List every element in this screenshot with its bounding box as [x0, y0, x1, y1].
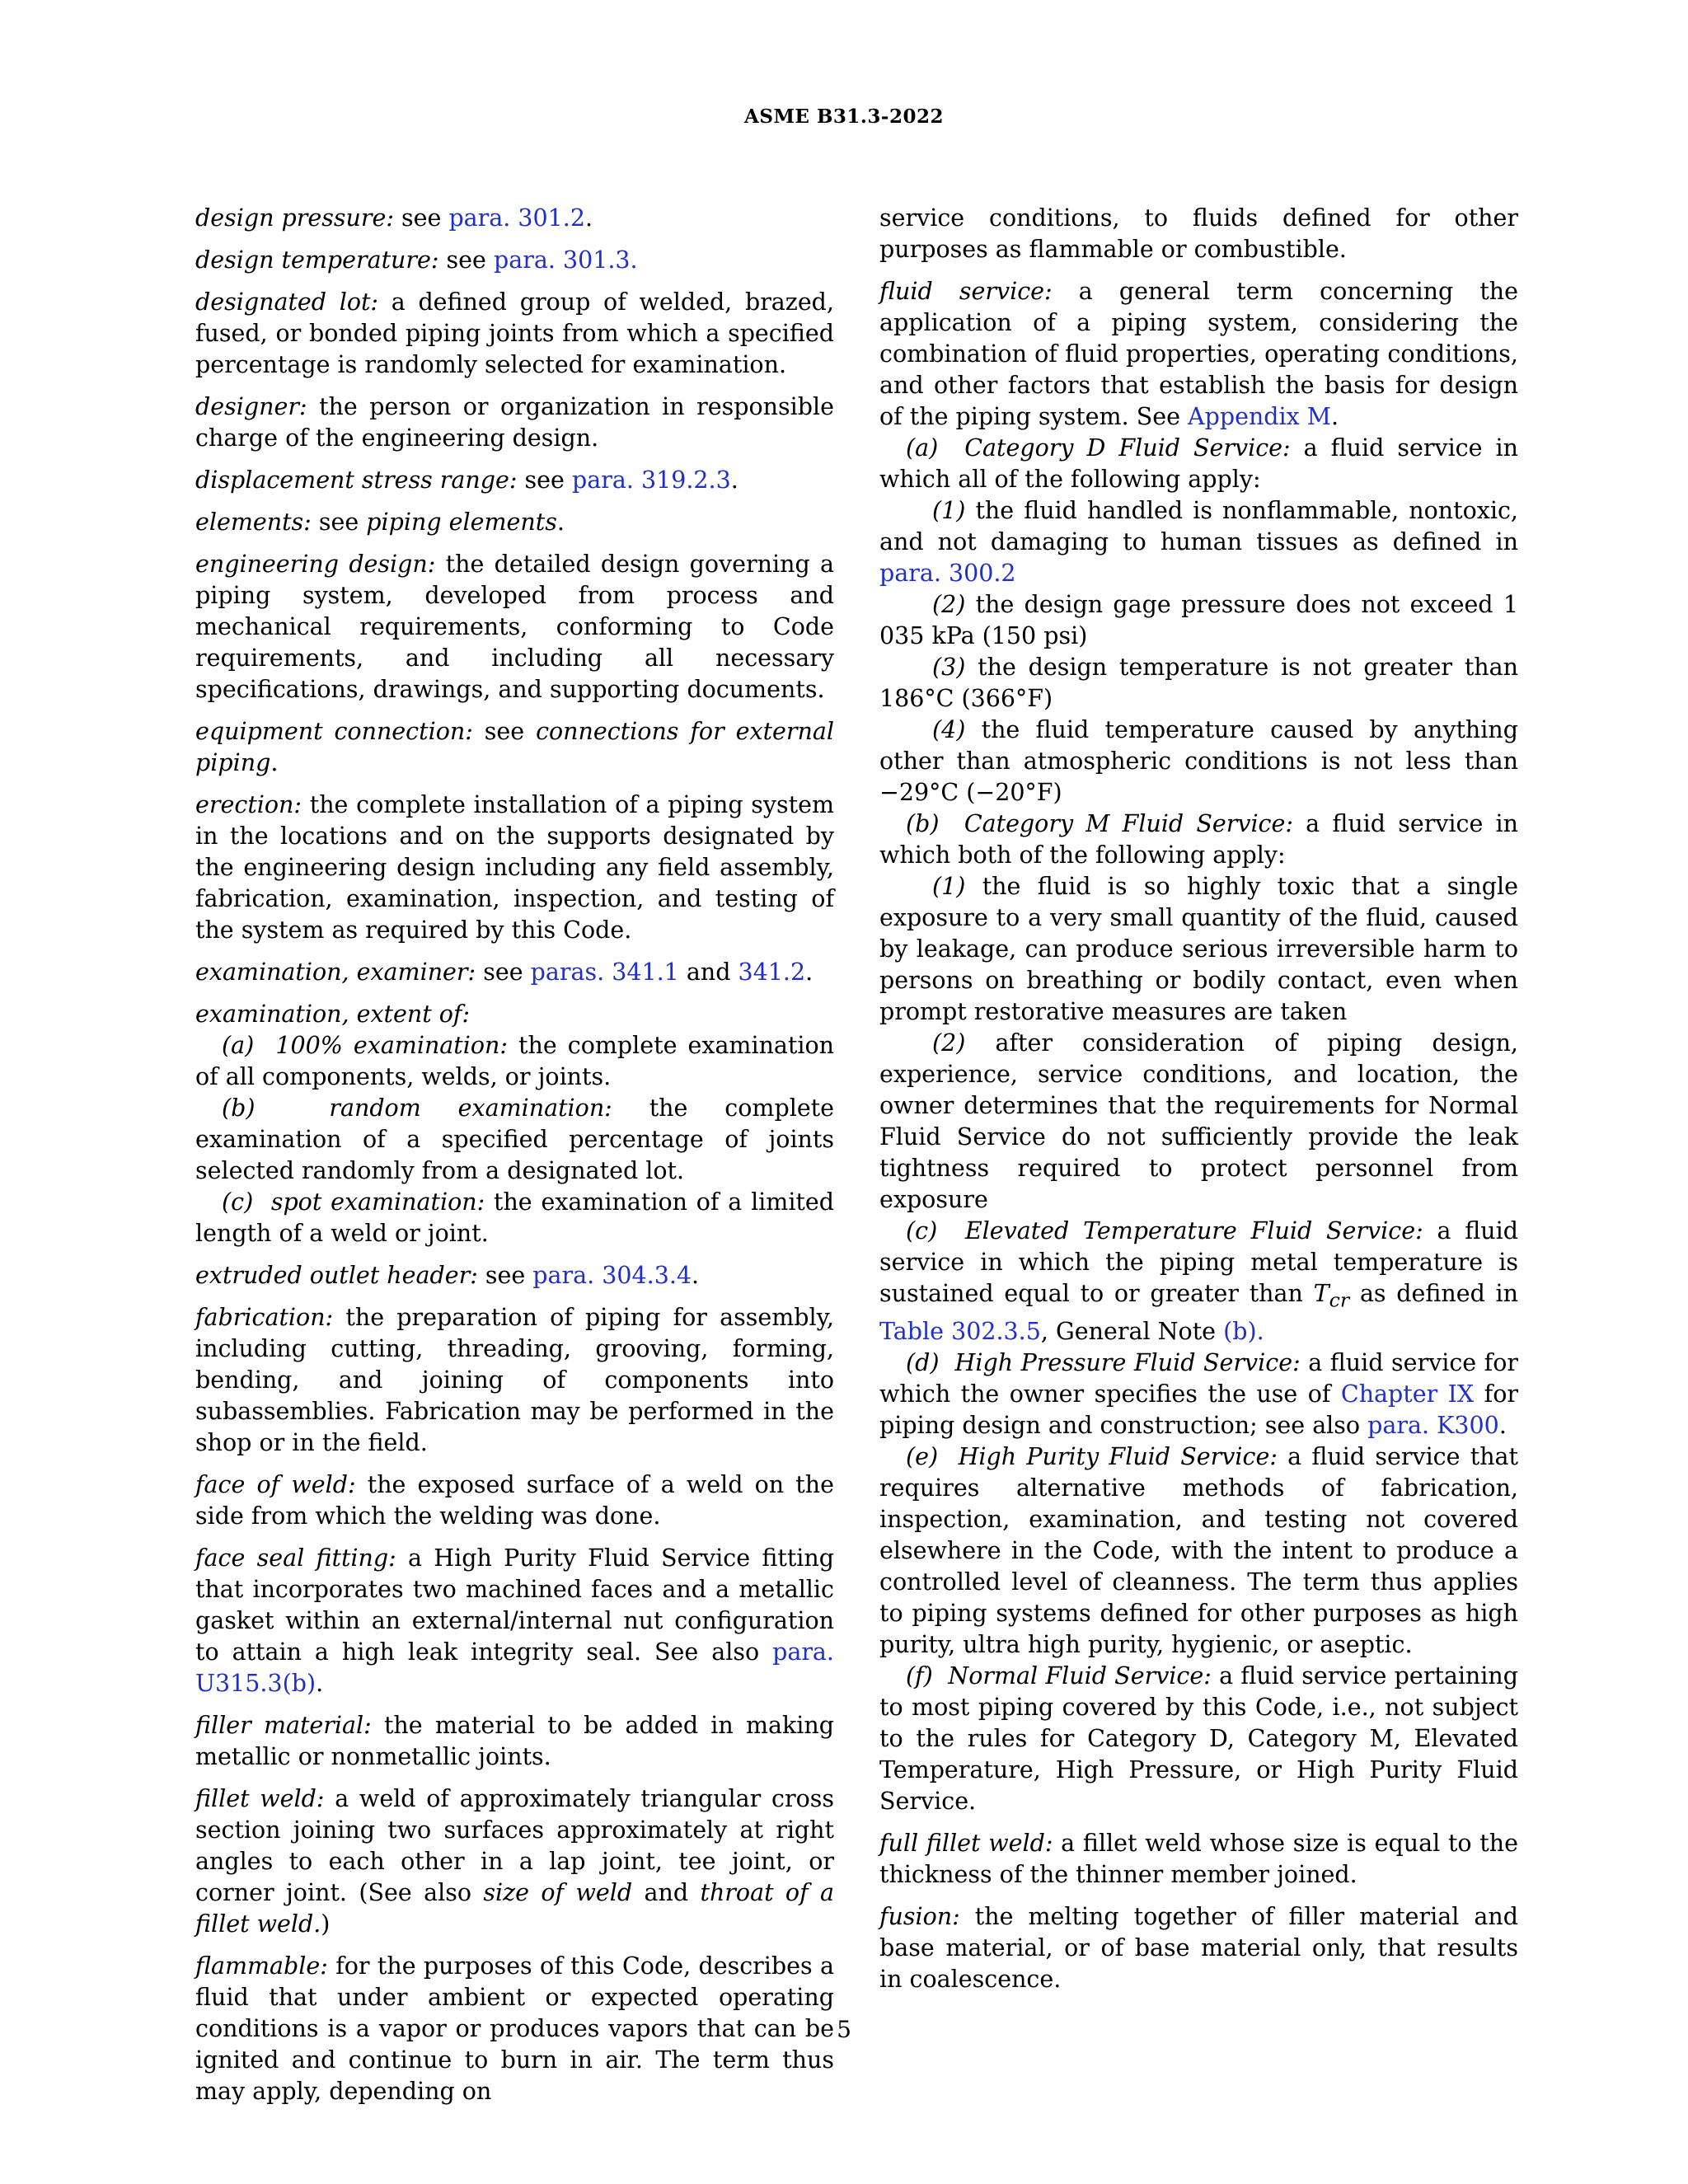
text: and [632, 1879, 701, 1906]
sub-a-1 [879, 495, 1518, 589]
label: (4) [932, 716, 966, 743]
term: design pressure: [195, 204, 394, 232]
text: the fluid temperature caused by anything other than atmospheric conditions is not less than −29°C (−20°F) [879, 716, 1518, 806]
text: the examination of a limited length of a weld or joint. [195, 1188, 834, 1247]
term: designer: [195, 393, 307, 420]
term: 100% examination: [275, 1032, 508, 1059]
entry-face-of-weld [195, 1469, 834, 1532]
text: as defined in [1349, 1280, 1518, 1307]
text: for the purposes of this Code, describes a fluid that under ambient or expected operating conditions is a vapor or produces vapors that can be ignited and continue to burn in air. The term thus may apply, depending on [195, 1952, 834, 2105]
link-appendix-m[interactable]: Appendix M [1188, 403, 1331, 430]
entry-displacement-stress-range [195, 465, 834, 496]
entry-design-temperature [195, 245, 834, 276]
entry-flammable-continued: service conditions, to fluids defined for other purposes as flammable or combustible. [879, 204, 1518, 263]
sub-e-high-purity [879, 1441, 1518, 1661]
text: after consideration of piping design, experience, service conditions, and location, the owner determines that the requirements for Normal Fluid Service do not sufficiently provide the leak tightness required to protect personnel from exposure [879, 1029, 1518, 1213]
text: a fluid service in which both of the following apply: [879, 810, 1518, 869]
sub-b-1 [879, 871, 1518, 1028]
entry-design-pressure [195, 203, 834, 234]
text: see [311, 509, 367, 536]
text: . [270, 749, 279, 776]
sub-a-category-d [879, 433, 1518, 495]
link-para-304-3-4[interactable]: para. 304.3.4 [532, 1262, 692, 1289]
entry-designated-lot [195, 287, 834, 381]
term: fillet weld: [195, 1785, 325, 1812]
sub-f-normal [879, 1661, 1518, 1817]
term-ref: piping elements [366, 509, 557, 536]
text: . [585, 204, 593, 232]
term: High Purity Fluid Service: [958, 1442, 1278, 1470]
sub-a-3 [879, 652, 1518, 715]
sub-d-high-pressure [879, 1347, 1518, 1441]
text: . [692, 1262, 700, 1289]
entry-fillet-weld [195, 1783, 834, 1940]
term: designated lot: [195, 288, 379, 316]
term: extruded outlet header: [195, 1262, 478, 1289]
label: (b) [906, 810, 940, 837]
link-para-300-2[interactable]: para. 300.2 [879, 560, 1016, 587]
sub-a-2 [879, 589, 1518, 652]
text: see [517, 466, 572, 494]
text: the person or organization in responsible charge of the engineering design. [195, 393, 834, 452]
entry-full-fillet-weld [879, 1828, 1518, 1891]
text: the detailed design governing a piping system, developed from process and mechanical requirements, conforming to Code requirements, and including all necessary specifications, drawings, and supporting documents. [195, 551, 834, 703]
entry-erection [195, 790, 834, 946]
term: spot examination: [270, 1188, 485, 1216]
term: Category M Fluid Service: [964, 810, 1293, 837]
link-table-302-3-5[interactable]: Table 302.3.5 [879, 1317, 1041, 1345]
entry-equipment-connection [195, 716, 834, 779]
sub-b [195, 1093, 834, 1187]
entry-extruded-outlet-header [195, 1260, 834, 1291]
label: (c) [222, 1188, 254, 1216]
text: a fluid service in which the piping metal temperature is sustained equal to or greater than [879, 1217, 1519, 1307]
text: the fluid is so highly toxic that a single exposure to a very small quantity of the fluid, caused by leakage, can produce serious irreversible harm to persons on breathing or bodily contact, even when prompt restorative measures are taken [879, 873, 1518, 1025]
label: (d) [906, 1348, 940, 1376]
text: . [316, 1670, 324, 1697]
term: displacement stress range: [195, 466, 518, 494]
term: flammable: [195, 1952, 328, 1980]
text: see [393, 204, 449, 232]
link-para-319-2-3[interactable]: para. 319.2.3 [571, 466, 731, 494]
entry-examination-extent [195, 999, 834, 1249]
text: ) [321, 1910, 331, 1938]
term: examination, examiner: [195, 958, 476, 986]
text: the exposed surface of a weld on the side from which the welding was done. [195, 1471, 834, 1530]
entry-filler-material [195, 1710, 834, 1773]
text: see [472, 718, 537, 745]
entry-face-seal-fitting [195, 1543, 834, 1699]
term: fluid service: [879, 278, 1053, 305]
link-para-k300[interactable]: para. K300 [1367, 1411, 1499, 1439]
label: (a) [222, 1032, 255, 1059]
symbol-t: T [1313, 1280, 1329, 1307]
link-chapter-ix[interactable]: Chapter IX [1340, 1380, 1475, 1408]
text: the complete examination of a specified percentage of joints selected randomly from a designated lot. [195, 1094, 835, 1184]
text: a fluid service that requires alternative methods of fabrication, inspection, examination, and testing not covered elsewhere in the Code, with the intent to produce a controlled level of cleanness. The term thus applies to piping systems defined for other purposes as high purity, ultra high purity, hygienic, or aseptic. [879, 1442, 1518, 1658]
sub-a-4 [879, 715, 1518, 808]
sub-b-category-m [879, 808, 1518, 871]
label: (2) [932, 591, 966, 618]
page-number: 5 [837, 2016, 851, 2043]
text: a High Purity Fluid Service fitting that incorporates two machined faces and a metallic gasket within an external/internal nut configuration to attain a high leak integrity seal. See also [195, 1544, 834, 1666]
term: filler material: [195, 1712, 372, 1739]
label: (1) [932, 497, 966, 524]
text: and [678, 958, 738, 986]
term: Elevated Temperature Fluid Service: [964, 1217, 1423, 1244]
text: a fluid service pertaining to most piping covered by this Code, i.e., not subject to the rules for Category D, Category M, Elevated Temperature, High Pressure, or High Purity Fluid Service. [879, 1661, 1518, 1815]
term: engineering design: [195, 551, 436, 578]
term: design temperature: [195, 246, 439, 274]
term: equipment connection: [195, 718, 473, 745]
entry-engineering-design [195, 549, 834, 705]
text: the preparation of piping for assembly, including cutting, threading, grooving, forming, bending, and joining of components into subassemblies. Fabrication may be performed in the shop or in the field. [195, 1304, 834, 1456]
label: (b) [222, 1094, 256, 1122]
sub-c-elevated-temperature [879, 1216, 1518, 1347]
text: see [476, 958, 531, 986]
text: the material to be added in making metallic or nonmetallic joints. [195, 1712, 834, 1770]
text: the design temperature is not greater than 186°C (366°F) [879, 654, 1518, 712]
entry-fabrication [195, 1302, 834, 1459]
entry-elements [195, 507, 834, 538]
term: elements: [195, 509, 312, 536]
label: (2) [932, 1029, 966, 1057]
text: . [1498, 1411, 1507, 1439]
term: full fillet weld: [879, 1829, 1053, 1857]
text: . [805, 958, 814, 986]
link-para-u315-3b[interactable]: para. U315.3(b) [195, 1638, 834, 1697]
text: , General Note [1040, 1317, 1224, 1345]
term: examination, extent of: [195, 1001, 471, 1028]
text: the complete examination of all components, welds, or joints. [195, 1032, 835, 1090]
term: fusion: [879, 1902, 960, 1930]
term: face seal fitting: [195, 1544, 396, 1572]
text: a fillet weld whose size is equal to the thickness of the thinner member joined. [879, 1829, 1518, 1888]
term: random examination: [329, 1094, 612, 1122]
text: the complete installation of a piping system in the locations and on the supports designated by the engineering design including any field assembly, fabrication, examination, inspection, and testing of the system as required by this Code. [195, 791, 834, 944]
text: the design gage pressure does not exceed 1 035 kPa (150 psi) [879, 591, 1518, 649]
left-column [195, 203, 834, 2118]
label: (c) [906, 1217, 938, 1244]
page-header: ASME B31.3-2022 [744, 105, 944, 128]
right-column [879, 203, 1518, 2006]
entry-fluid-service [879, 276, 1518, 1817]
text: a defined group of welded, brazed, fused, or bonded piping joints from which a specified percentage is randomly selected for examination. [195, 288, 834, 378]
term: Category D Fluid Service: [964, 434, 1291, 462]
term: High Pressure Fluid Service: [954, 1348, 1301, 1376]
term-line [195, 999, 834, 1030]
sub-a [195, 1030, 834, 1093]
definition [879, 276, 1518, 433]
text: . [730, 466, 738, 494]
sub-b-2 [879, 1028, 1518, 1216]
text: . [556, 509, 565, 536]
sub-c [195, 1187, 834, 1249]
symbol-subscript: cr [1329, 1288, 1350, 1312]
label: (e) [906, 1442, 939, 1470]
term: erection: [195, 791, 302, 818]
link-general-note-b[interactable]: (b). [1223, 1317, 1264, 1345]
label: (1) [932, 873, 966, 900]
term: Normal Fluid Service: [948, 1661, 1212, 1690]
label: (a) [906, 434, 939, 462]
text: . [1330, 403, 1339, 430]
link-para-301-2[interactable]: para. 301.2 [448, 204, 585, 232]
text: a weld of approximately triangular cross section joining two surfaces approximately at right angles to each other in a lap joint, tee joint, or corner joint. (See also [195, 1785, 834, 1906]
entry-examination-examiner [195, 957, 834, 988]
link-paras-341-1[interactable]: paras. 341.1 [530, 958, 679, 986]
label: (f) [906, 1661, 933, 1690]
text: the fluid handled is nonflammable, nontoxic, and not damaging to human tissues as defined in [879, 497, 1518, 555]
term-ref: connections for external piping [195, 718, 834, 776]
text: a fluid service for which the owner specifies the use of [879, 1348, 1518, 1408]
link-para-301-3[interactable]: para. 301.3. [493, 246, 638, 274]
text: see [477, 1262, 533, 1289]
text: for piping design and construction; see also [879, 1380, 1519, 1439]
term: fabrication: [195, 1304, 334, 1331]
label: (3) [932, 654, 966, 681]
term: face of weld: [195, 1471, 356, 1498]
text: a general term concerning the application of a piping system, considering the combination of fluid properties, operating conditions, and other factors that establish the basis for design of the piping system. See [879, 278, 1518, 430]
term-ref: size of weld [483, 1879, 633, 1906]
term-ref: throat of a fillet weld. [195, 1879, 835, 1938]
text: the melting together of filler material and base material, or of base material only, that results in coalescence. [879, 1902, 1518, 1993]
text: a fluid service in which all of the following apply: [879, 434, 1518, 493]
entry-fusion [879, 1901, 1518, 1995]
entry-designer [195, 391, 834, 454]
link-341-2[interactable]: 341.2 [738, 958, 806, 986]
text: see [438, 246, 494, 274]
